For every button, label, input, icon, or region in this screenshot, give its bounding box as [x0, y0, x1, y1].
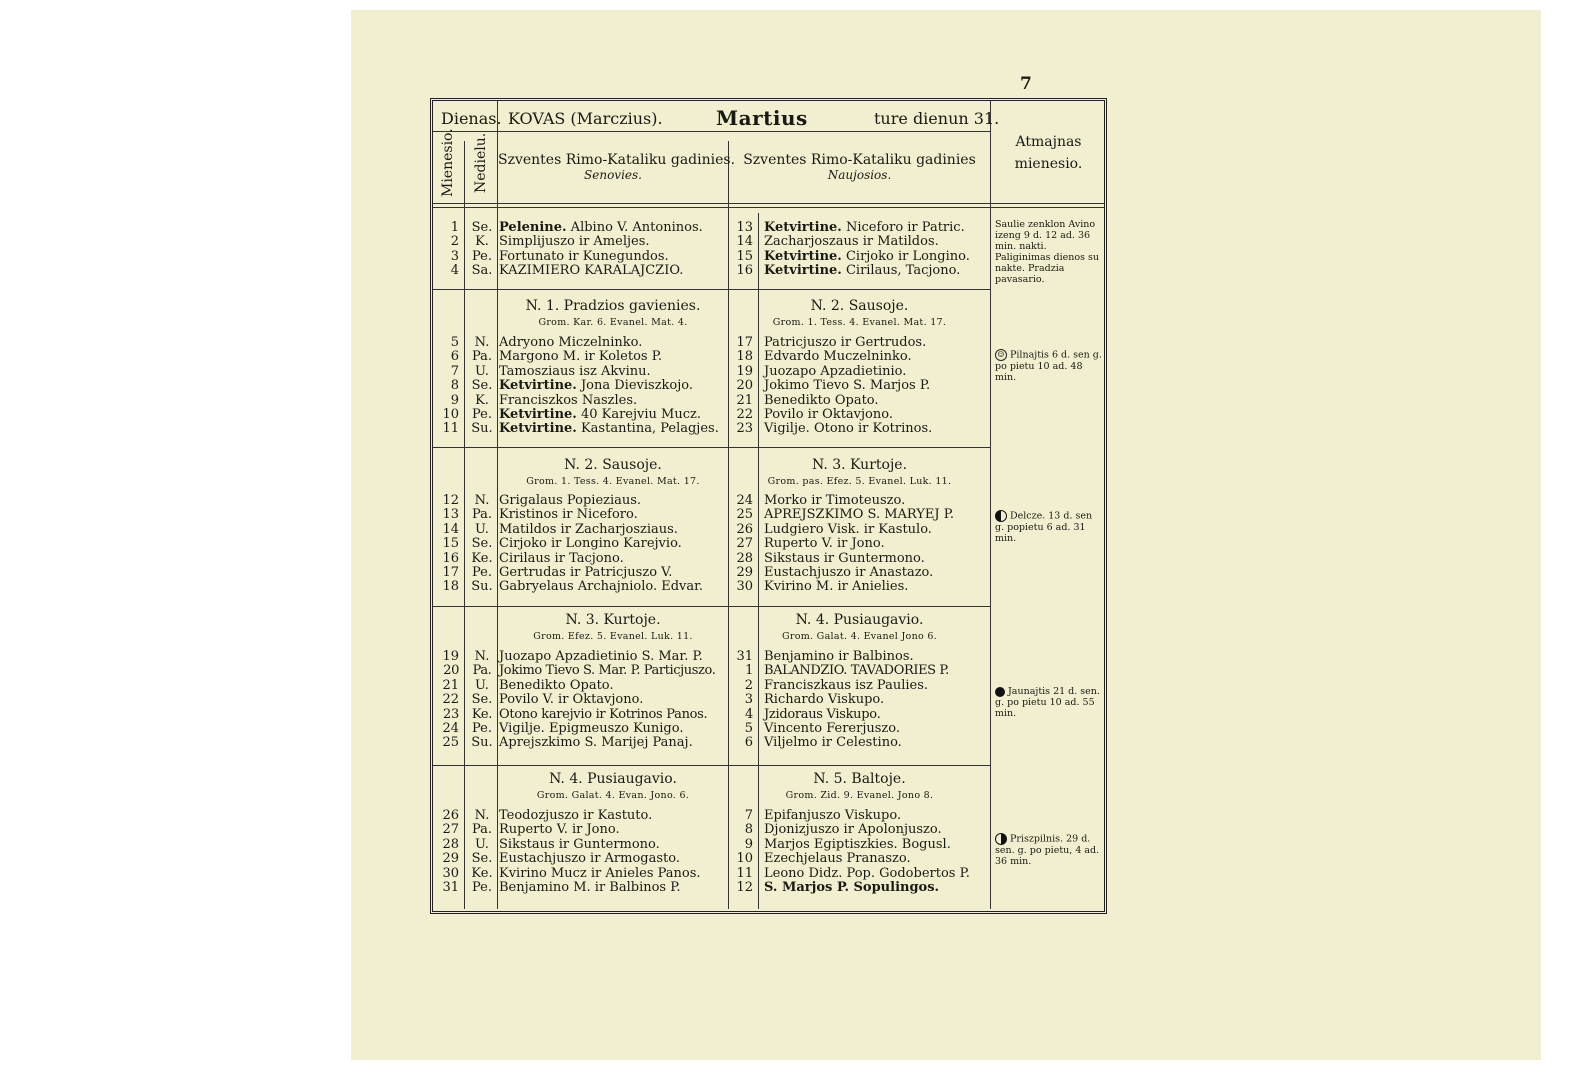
old-calendar-header [498, 152, 736, 183]
week-header-left: N. 1. Pradzios gavienies. Grom. Kar. 6. Evanel. Mat. 4. [525, 298, 701, 328]
days-header: Dienas. [441, 109, 502, 128]
old-calendar-subtitle: Senovies. [584, 168, 642, 182]
moon-changes-header [993, 131, 1104, 175]
new-calendar-header [729, 153, 990, 183]
month-day-column-header: Mienesio. [440, 128, 456, 197]
page-number: 7 [1020, 74, 1032, 94]
calendar-table: Dienas. KOVAS (Marczius). Martius ture dienun 31. Atmajnas mienesio. Mienesio. Nedielu. Szventes Rimo-Kataliku gadinies. Senovies. Szventes Rimo-Kataliku gadinies Naujosios. 1 Se. Pelenine. Albino V. Antoninos. 13 Ketvirtine. Niceforo ir Patric. 2 K. Simplijuszo ir Ameljes. 14 Zacharjoszaus ir Matildos. 3 Pe. Fortunato ir Kunegundos. 15 Ketvirtine. Cirjoko ir Longino. 4 Sa. KAZIMIERO KARALAJCZIO. 16 Ketvirtine. Cirilaus, Tacjono. N. 1. Pradzios gavienies. Grom. Kar. 6. Evanel. Mat. 4. N. 2. Sausoje. Grom. 1. Tess. 4. Evanel. Mat. 17. 5 N. Adryono Miczelninko. 17 Patricjuszo ir Gertrudos. 6 Pa. Margono M. ir Koletos P. 18 Edvardo Muczelninko. 7 U. Tamosziaus isz Akvinu. 19 Juozapo Apzadietinio. 8 Se. Ketvirtine. Jona Dieviszkojo. 20 Jokimo Tievo S. Marjos P. 9 K. Franciszkos Naszles. 21 Benedikto Opato. 10 Pe. Ketvirtine. 40 Karejviu Mucz. 22 Povilo ir Oktavjono. 11 Su. Ketvirtine. Kastantina, Pelagjes. 23 Vigilje. Otono ir Kotrinos. N. 2. Sausoje. Grom. 1. Tess. 4. Evanel. Mat. 17. N. 3. Kurtoje. Grom. pas. Efez. 5. Evanel. Luk. 11. 12 N. Grigalaus Popieziaus. 24 Morko ir Timoteuszo. 13 Pa. Kristinos ir Niceforo. 25 APREJSZKIMO S. MARYEJ P. 14 U. Matildos ir Zacharjosziaus. 26 Ludgiero Visk. ir Kastulo. 15 Se. Cirjoko ir Longino Karejvio. 27 Ruperto V. ir Jono. 16 Ke. Cirilaus ir Tacjono. 28 Sikstaus ir Guntermono. 17 Pe. Gertrudas ir Patricjuszo V. 29 Eustachjuszo ir Anastazo. 18 Su. Gabryelaus Archajniolo. Edvar. 30 Kvirino M. ir Anielies. N. 3. Kurtoje. Grom. Efez. 5. Evanel. Luk. 11. N. 4. Pusiaugavio. Grom. Galat. 4. Evanel Jono 6. 19 N. Juozapo Apzadietinio S. Mar. P. 31 Benjamino ir Balbinos. 20 Pa. Jokimo Tievo S. Mar. P. Particjuszo. 1 BALANDZIO. TAVADORIES P. 21 U. Benedikto Opato. 2 Franciszkaus isz Paulies. 22 Se. Povilo V. ir Oktavjono. 3 Richardo Viskupo. 23 Ke. Otono karejvio ir Kotrinos Panos. 4 Jzidoraus Viskupo. 24 Pe. Vigilje. Epigmeuszo Kunigo. 5 Vincento Fererjuszo. 25 Su. Aprejszkimo S. Marijej Panaj. 6 Viljelmo ir Celestino. N. 4. Pusiaugavio. Grom. Galat. 4. Evan. Jono. 6. N. 5. Baltoje. Grom. Zid. 9. Evanel. Jono 8. 26 N. Teodozjuszo ir Kastuto. 7 Epifanjuszo Viskupo. 27 Pa. Ruperto V. ir Jono. 8 Djonizjuszo ir Apolonjuszo. 28 U. Sikstaus ir Guntermono. 9 Marjos Egiptiszkies. Bogusl. 29 Se. Eustachjuszo ir Armogasto. 10 Ezechjelaus Pranaszo. 30 Ke. Kvirino Mucz ir Anieles Panos. 11 Leono Didz. Pop. Godobertos P. 31 Pe. Benjamino M. ir Balbinos P. 12 S. Marjos P. Sopulingos. Saulie zenklon Avino izeng 9 d. 12 ad. 36 min. nakti. Paliginimas dienos su nakte. Pradzia pavasario. ☺ Pilnajtis 6 d. sen g. po pietu 10 ad. 48 min. Delcze. 13 d. sen g. popietu 6 ad. 31 min. Jaunajtis 21 d. sen. g. po pietu 10 ad. 55 min. Priszpilnis. 29 d. sen. g. po pietu, 4 ad. 36 min. [430, 98, 1107, 914]
days-count: ture dienun 31. [874, 109, 1000, 128]
moon-changes-line1: Atmajnas [1015, 134, 1082, 150]
week-header-right: N. 3. Kurtoje. Grom. pas. Efez. 5. Evanel. Luk. 11. [767, 457, 952, 487]
row-divider [433, 131, 990, 132]
month-title: KOVAS (Marczius). [508, 109, 663, 128]
sun-sign-note: Saulie zenklon Avino izeng 9 d. 12 ad. 36 min. nakti. Paliginimas dienos su nakte. Pradzia pavasario. [995, 219, 1100, 285]
new-moon-icon [995, 687, 1005, 697]
week-day-column-header: Nedielu. [473, 132, 489, 193]
week-header-left: N. 3. Kurtoje. Grom. Efez. 5. Evanel. Luk. 11. [533, 612, 693, 642]
row-divider [433, 207, 1104, 208]
week-header-left: N. 2. Sausoje. Grom. 1. Tess. 4. Evanel. Mat. 17. [526, 457, 700, 487]
full-moon-note: ☺ Pilnajtis 6 d. sen g. po pietu 10 ad. 48 min. [995, 349, 1102, 383]
full-moon-icon: ☺ [995, 349, 1007, 361]
old-calendar-title: Szventes Rimo-Kataliku gadinies. [498, 152, 736, 168]
new-moon-note: Jaunajtis 21 d. sen. g. po pietu 10 ad. 55 min. [995, 686, 1100, 719]
week-header-right: N. 5. Baltoje. Grom. Zid. 9. Evanel. Jono 8. [785, 771, 934, 801]
new-calendar-title: Szventes Rimo-Kataliku gadinies [743, 152, 976, 168]
week-header-right: N. 2. Sausoje. Grom. 1. Tess. 4. Evanel. Mat. 17. [772, 298, 947, 328]
row-divider [433, 447, 990, 448]
first-quarter-note: Priszpilnis. 29 d. sen. g. po pietu, 4 ad. 36 min. [995, 833, 1100, 867]
week-header-right: N. 4. Pusiaugavio. Grom. Galat. 4. Evanel Jono 6. [781, 612, 937, 642]
latin-month-title: Martius [716, 106, 808, 130]
moon-changes-line2: mienesio. [1014, 156, 1083, 172]
row-divider [433, 606, 990, 607]
last-quarter-note: Delcze. 13 d. sen g. popietu 6 ad. 31 min. [995, 510, 1093, 544]
last-quarter-moon-icon [995, 510, 1007, 522]
first-quarter-moon-icon [995, 833, 1007, 845]
week-header-left: N. 4. Pusiaugavio. Grom. Galat. 4. Evan. Jono. 6. [536, 771, 690, 801]
row-divider [433, 765, 990, 766]
row-divider [433, 203, 1104, 204]
row-divider [433, 289, 990, 290]
new-calendar-subtitle: Naujosios. [827, 168, 892, 182]
col-divider [990, 101, 991, 909]
